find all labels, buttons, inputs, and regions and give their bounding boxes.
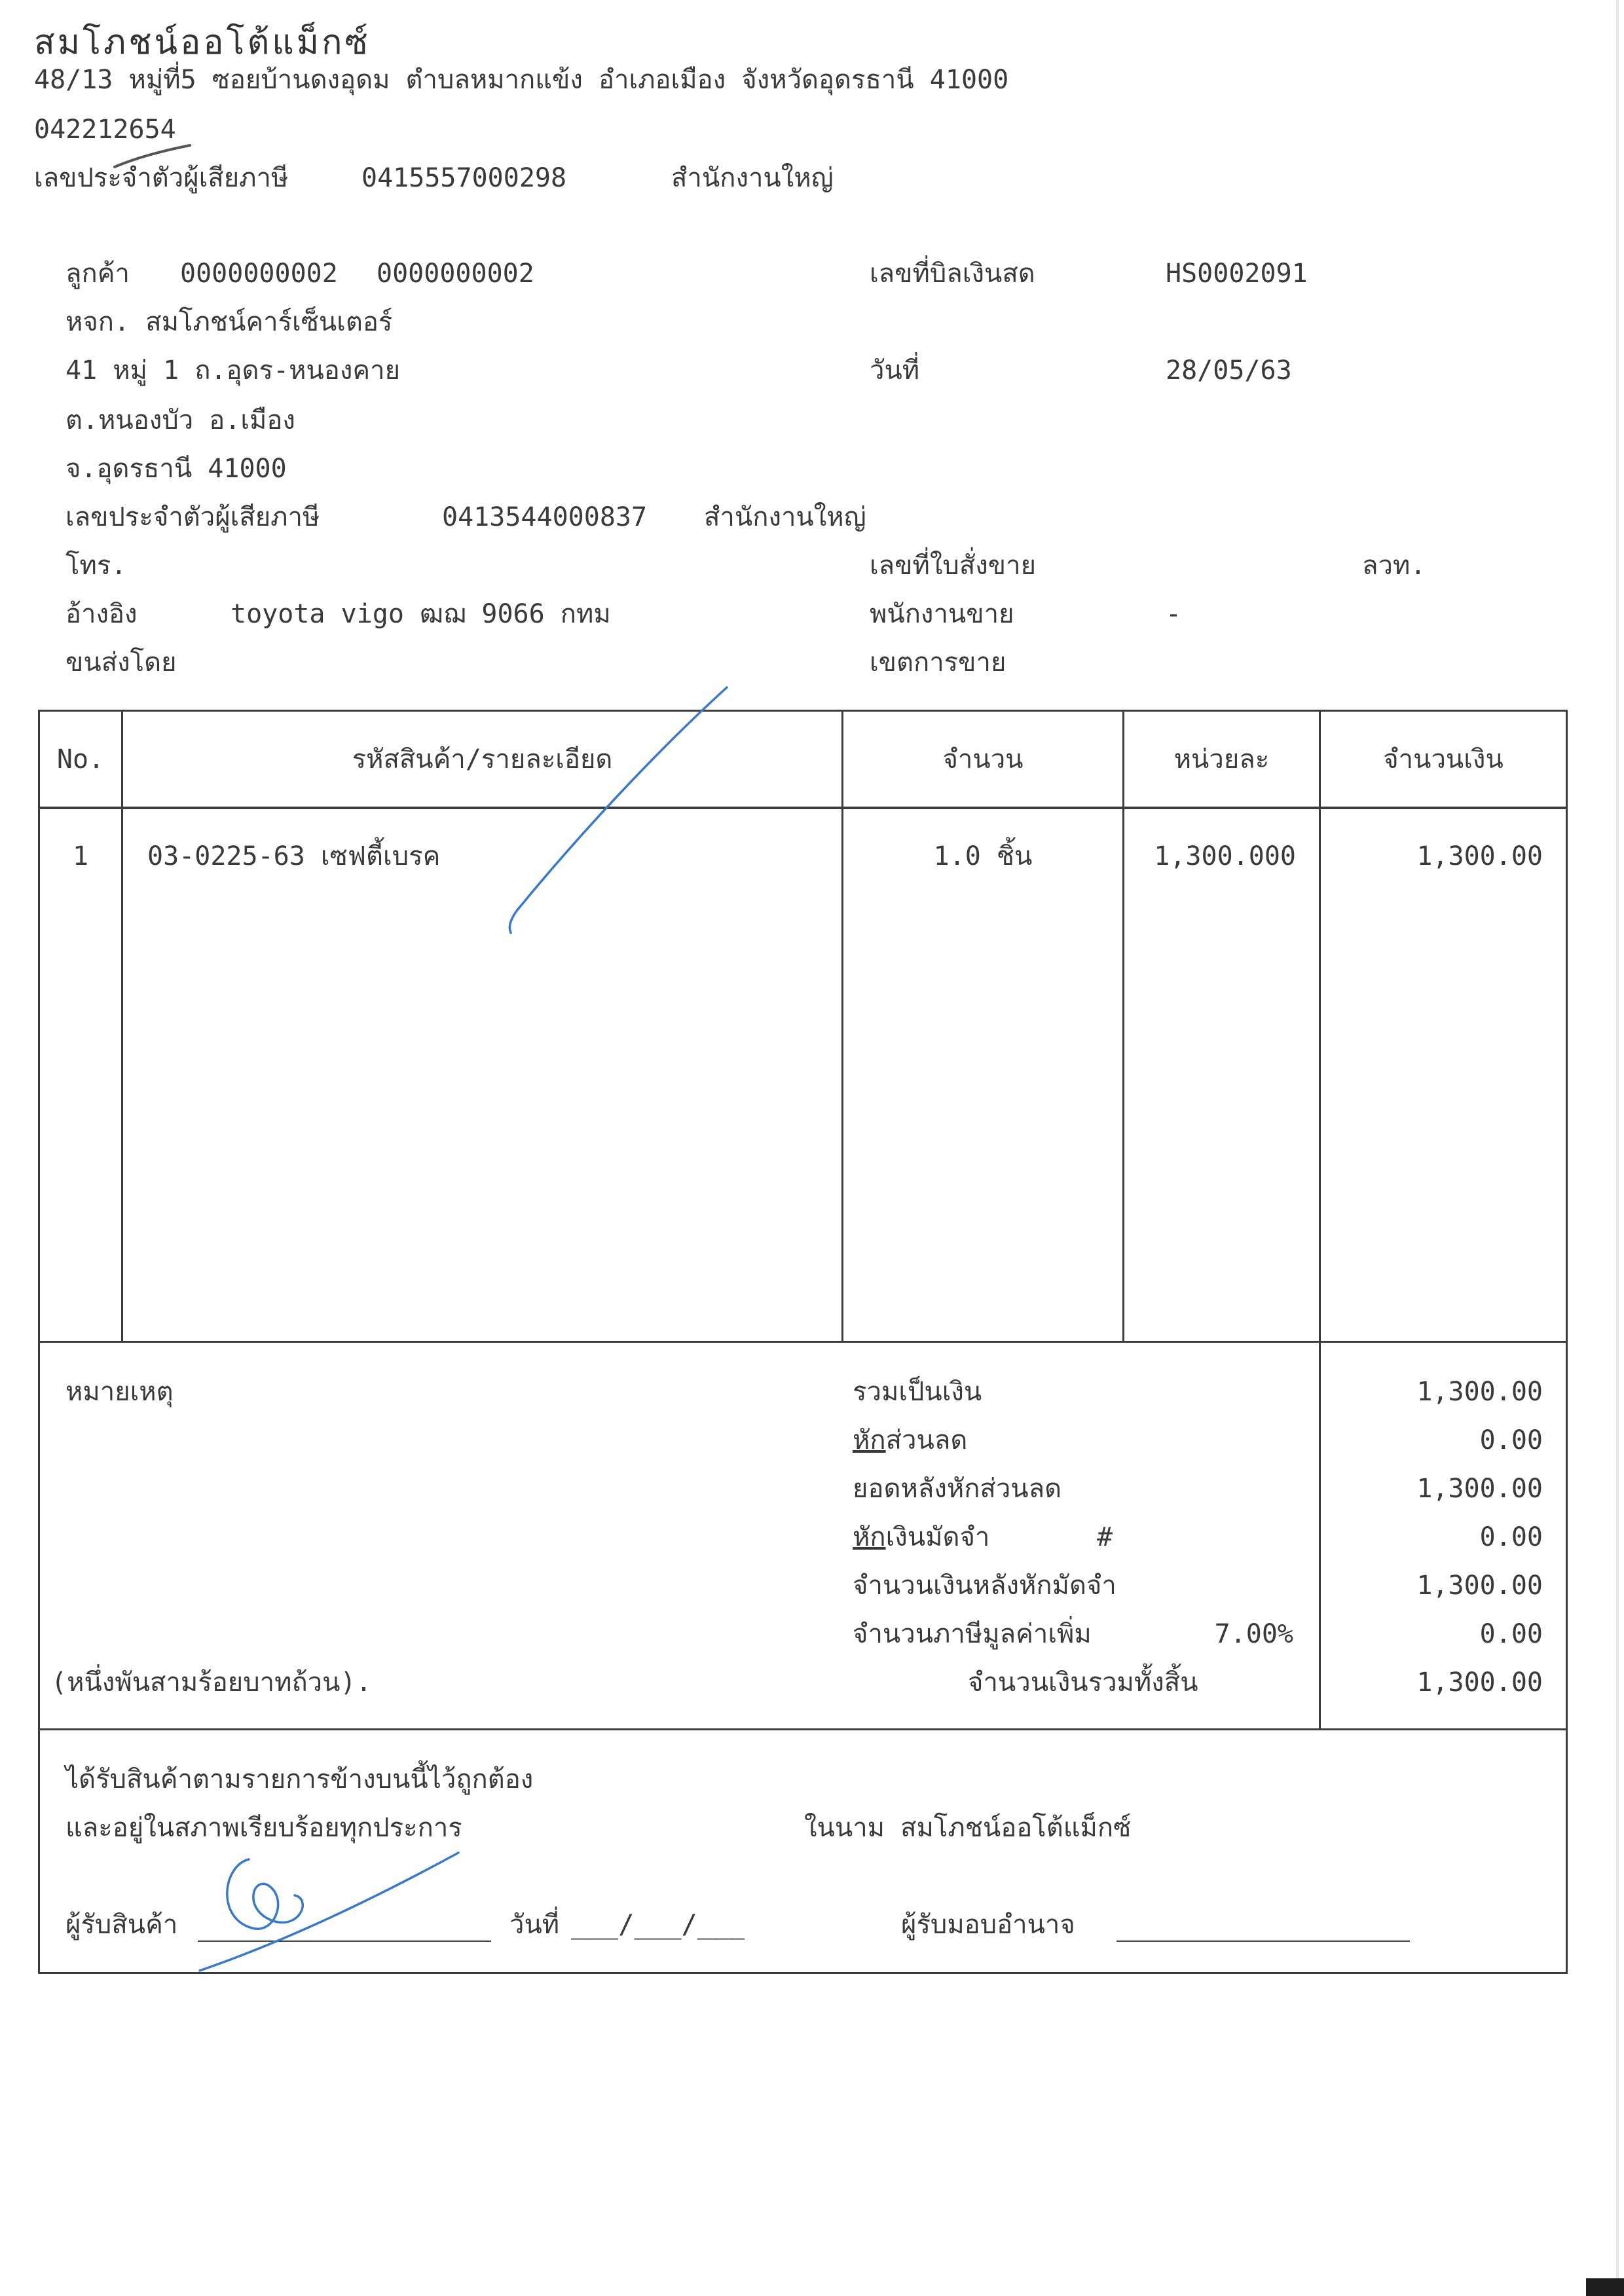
after-deposit-value: 1,300.00	[1416, 1571, 1543, 1601]
receiver-signature	[200, 1853, 458, 1971]
salesman-value: -	[1166, 599, 1182, 629]
row-amount: 1,300.00	[1416, 841, 1543, 871]
sales-zone-label: เขตการขาย	[870, 647, 1006, 678]
after-deposit-label: จำนวนเงินหลังหักมัดจำ	[853, 1571, 1116, 1601]
received-statement-line2: และอยู่ในสภาพเรียบร้อยทุกประการ	[65, 1813, 462, 1843]
vat-value: 0.00	[1479, 1619, 1543, 1649]
amount-in-words: (หนึ่งพันสามร้อยบาทถ้วน).	[51, 1667, 372, 1698]
company-tax-id: 0415557000298	[361, 163, 567, 193]
sales-order-label: เลขที่ใบสั่งขาย	[870, 551, 1037, 581]
deduct-prefix: หัก	[853, 1425, 886, 1455]
customer-address-line2: ต.หนองบัว อ.เมือง	[65, 405, 295, 435]
deposit-value: 0.00	[1479, 1522, 1543, 1552]
deposit-label-text: เงินมัดจำ	[885, 1522, 990, 1552]
bill-date-label: วันที่	[870, 355, 920, 386]
pen-strike-mark	[509, 687, 727, 933]
company-address: 48/13 หมู่ที่5 ซอยบ้านดงอุดม ตำบลหมากแข้ง อำเภอเมือง จังหวัดอุดรธานี 41000	[34, 65, 1009, 95]
col-header-quantity: จำนวน	[942, 744, 1024, 774]
bill-number: HS0002091	[1166, 259, 1308, 289]
customer-code: 0000000002	[180, 259, 338, 289]
customer-label: ลูกค้า	[65, 259, 130, 289]
received-statement-line1: ได้รับสินค้าตามรายการข้างบนนี้ไว้ถูกต้อง	[65, 1764, 534, 1795]
vat-rate: 7.00%	[1214, 1619, 1293, 1649]
remark-label: หมายเหตุ	[65, 1377, 174, 1407]
company-phone: 042212654	[34, 115, 176, 145]
after-discount-label: ยอดหลังหักส่วนลด	[853, 1474, 1062, 1504]
reference-value: toyota vigo ฒฌ 9066 กทม	[231, 599, 611, 629]
customer-tax-label: เลขประจำตัวผู้เสียภาษี	[65, 502, 320, 532]
receive-date-blank: ___/___/___	[571, 1910, 745, 1940]
header-scribble	[115, 145, 190, 167]
customer-branch: สำนักงานใหญ่	[704, 502, 866, 532]
authorized-label: ผู้รับมอบอำนาจ	[901, 1910, 1075, 1940]
row-description: 03-0225-63 เซฟตี้เบรค	[147, 841, 441, 871]
after-discount-value: 1,300.00	[1416, 1474, 1543, 1504]
customer-name: หจก. สมโภชน์คาร์เซ็นเตอร์	[65, 307, 393, 337]
customer-address-line1: 41 หมู่ 1 ถ.อุดร-หนองคาย	[65, 355, 401, 386]
sales-order-value: ลวท.	[1362, 551, 1426, 581]
deduct-prefix: หัก	[853, 1522, 886, 1552]
receive-date-label: วันที่	[509, 1910, 560, 1940]
row-number: 1	[72, 841, 89, 871]
discount-label-text: ส่วนลด	[885, 1425, 968, 1455]
company-name: สมโภชน์ออโต้แม็กซ์	[34, 23, 371, 62]
company-branch: สำนักงานใหญ่	[671, 163, 834, 193]
receiver-label: ผู้รับสินค้า	[65, 1910, 178, 1940]
subtotal-label: รวมเป็นเงิน	[853, 1377, 982, 1407]
col-header-amount: จำนวนเงิน	[1383, 744, 1504, 774]
subtotal-value: 1,300.00	[1416, 1377, 1543, 1407]
reference-label: อ้างอิง	[65, 599, 138, 629]
customer-address-line3: จ.อุดรธานี 41000	[65, 454, 287, 484]
customer-tax-id: 0413544000837	[442, 502, 648, 532]
bill-number-label: เลขที่บิลเงินสด	[870, 259, 1035, 289]
company-tax-label: เลขประจำตัวผู้เสียภาษี	[34, 163, 289, 193]
salesman-label: พนักงานขาย	[870, 599, 1014, 629]
shipping-label: ขนส่งโดย	[65, 647, 177, 678]
col-header-description: รหัสสินค้า/รายละเอียด	[352, 744, 613, 774]
grand-total-value: 1,300.00	[1416, 1667, 1543, 1698]
discount-value: 0.00	[1479, 1425, 1543, 1455]
bill-date: 28/05/63	[1166, 355, 1292, 386]
row-quantity: 1.0 ชิ้น	[933, 841, 1033, 871]
col-header-unit-price: หน่วยละ	[1173, 744, 1270, 774]
customer-phone-label: โทร.	[65, 551, 127, 581]
on-behalf-of: ในนาม สมโภชน์ออโต้แม็กซ์	[804, 1813, 1132, 1843]
scan-edge-corner	[1586, 2278, 1624, 2296]
scan-edge-shade	[1616, 0, 1619, 2296]
customer-code-2: 0000000002	[377, 259, 534, 289]
col-header-no: No.	[56, 744, 105, 774]
deposit-ref-mark: #	[1097, 1522, 1113, 1552]
grand-total-label: จำนวนเงินรวมทั้งสิ้น	[968, 1667, 1198, 1698]
vat-label: จำนวนภาษีมูลค่าเพิ่ม	[853, 1619, 1092, 1649]
row-unit-price: 1,300.000	[1154, 841, 1296, 871]
